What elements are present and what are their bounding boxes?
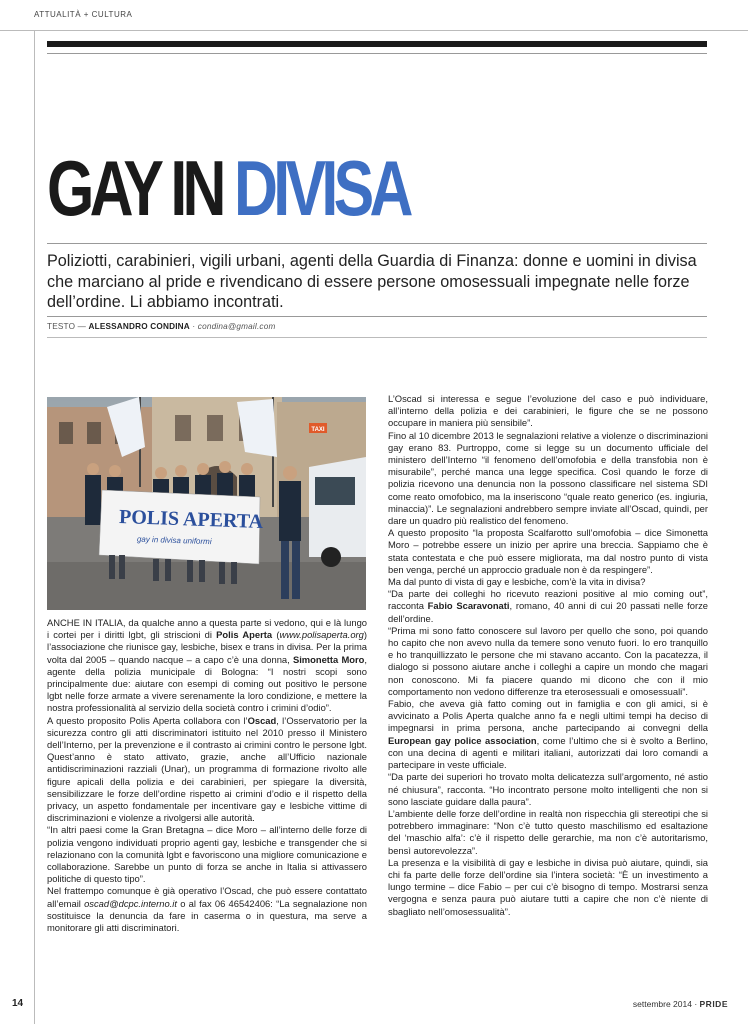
section-tag: ATTUALITÀ + CULTURA	[34, 10, 133, 19]
margin-divider	[34, 30, 35, 1024]
email-link[interactable]: oscad@dcpc.interno.it	[84, 897, 177, 909]
byline-email[interactable]: condina@gmail.com	[197, 322, 276, 331]
folio	[633, 999, 728, 1009]
org-european-gay-police: European gay police association	[388, 734, 537, 746]
title-bar	[47, 41, 707, 47]
paragraph: “In altri paesi come la Gran Bretagna – dice Moro – all’interno delle forze di polizia vengono individuati proprio agenti gay, lesbiche e transgender che si relazionano con la comunità lgbt e favoriscono una migliore comunicazione e collaborazione. Sarebbe un punto di forza se anche in Italia si attivassero politiche di questo tipo”.	[47, 824, 367, 885]
byline	[47, 322, 276, 331]
paragraph: “Prima mi sono fatto conoscere sul lavoro per quello che sono, poi quando ho capito che non avevo nulla da temere sono venuto fuori. Io ero tranquillo e ho tranquillizzato le persone che mi stavano accanto. Con la pacatezza, il dialogo si possono aiutare anche i colleghi a capire un mondo che magari non conoscono. Mi fa piacere quando mi dicono che con il mio comportamento non vedono differenze tra eterosessuali e omosessuali”.	[388, 624, 708, 697]
paragraph: La presenza e la visibilità di gay e lesbiche in divisa può aiutare, quindi, sia chi fa parte delle forze dell’ordine sia l’intera società: “È un investimento a lungo termine – dice Fabio – per cui c’è bisogno di tempo. Mostrarsi senza vergogna e senza paura può aiutare tutti a capire che non c’è niente di sbagliato nell’omosessualità”.	[388, 856, 708, 917]
magazine-name: PRIDE	[699, 999, 728, 1009]
paragraph	[47, 885, 367, 934]
text-run: (	[272, 629, 280, 641]
paragraph: L’Oscad si interessa e segue l’evoluzione del caso e può individuare, all’interno della polizia e dei carabinieri, le figure che se ne possono occupare in maniera più sensibile”.	[388, 393, 708, 429]
text-run: , agente della polizia municipale di Bologna: “I nostri scopi sono principalmente due: aiutare con esempi di coming out positivo le persone lgbt nelle forze armate a vivere serenamente la loro condizione, e mettere la nostra professionalità al servizio della società contro i crimini d’odio”.	[47, 653, 367, 714]
article-title	[47, 144, 409, 232]
paragraph	[388, 588, 708, 625]
page-number: 14	[12, 998, 24, 1009]
paragraph: “Da parte dei superiori ho trovato molta delicatezza sull’argomento, né astio né chiusura”, racconta. “Ho incontrato persone molto intelligenti che non si sono lasciate guidare dalla paura”.	[388, 771, 708, 807]
text-run: , romano, 40 anni di cui 20 passati nelle forze dell’ordine.	[388, 600, 709, 624]
subtitle-divider-bottom	[47, 316, 707, 317]
paragraph: Fino al 10 dicembre 2013 le segnalazioni relative a violenze o discriminazioni gay erano 83. Purtroppo, come si legge su un documento ufficiale del ministero dell’Interno “il fenomeno dell’omofobia e della transfobia non è misurabile”, perché manca una legge specifica. Così quando le forze di polizia ricevono una denuncia non la possono classificare nel sistema SDI come reato omofobico, ma la inseriscono “quale reato generico (es. ingiuria, minaccia)”. Le segnalazioni andrebbero sempre inviate all’Oscad, quindi, per dare un quadro più realistico del fenomeno.	[388, 429, 708, 527]
paragraph: Ma dal punto di vista di gay e lesbiche, com’è la vita in divisa?	[388, 576, 646, 588]
article-photo	[47, 397, 366, 610]
byline-label: TESTO —	[47, 322, 87, 331]
paragraph	[47, 715, 367, 825]
website-link[interactable]: www.polisaperta.org	[279, 629, 364, 641]
paragraph	[388, 698, 708, 771]
paragraph	[47, 617, 367, 715]
column-right	[388, 393, 708, 918]
text-run: ANCHE IN ITALIA, da qualche anno a questa parte si vedono, qui e là lungo i cortei per i diritti lgbt, gli striscioni di	[47, 617, 367, 641]
taxi-sign-text: TAXI	[311, 427, 325, 433]
byline-author: ALESSANDRO CONDINA	[88, 322, 190, 331]
title-dark: GAY IN	[47, 144, 222, 232]
text-run: “Da parte dei colleghi ho ricevuto reazioni positive al mio coming out”, racconta	[388, 588, 708, 612]
title-bar-thin	[47, 53, 707, 54]
article-subtitle: Poliziotti, carabinieri, vigili urbani, agenti della Guardia di Finanza: donne e uomini in divisa che marciano al pride e rivendicano di essere persone omosessuali impegnate nelle forze dell’ordine. Li abbiamo incontrati.	[47, 252, 697, 311]
text-run: , come l’ultimo che si è svolto a Berlino, con una decina di agenti e militari italiani, autorizzati dai loro comandi a partecipare in veste ufficiale.	[388, 734, 708, 771]
banner-text: POLIS APERTA	[118, 505, 264, 533]
paragraph: A questo proposito “la proposta Scalfarotto sull’omofobia – dice Simonetta Moro – potrebbe essere un inizio per aprire una breccia. Sappiamo che è stata contestata e che può essere migliorata, ma dal nostro punto di vista ben venga, perché un approccio graduale non è da respingere”.	[388, 527, 708, 575]
text-run: ) l’associazione che riunisce gay, lesbiche, bisex e trans in divisa. Per la prima volta dal 2005 – quando nacque – a capo c’è una donna,	[47, 629, 367, 665]
text-run: Fabio, che aveva già fatto coming out in famiglia e con gli amici, si è avvicinato a Polis Aperta qualche anno fa e negli ultimi tempi ha deciso di impegnarsi in prima persona, anche partecipando ai convegni della	[388, 698, 708, 734]
org-oscad: Oscad	[247, 714, 277, 726]
column-left	[47, 617, 367, 934]
text-run: A questo proposito Polis Aperta collabora con l’	[47, 714, 248, 726]
byline-separator: ·	[189, 322, 198, 331]
photo-illustration	[47, 397, 366, 610]
banner-subtext: gay in divisa uniformi	[136, 534, 212, 547]
text-run: o al fax 06 46542406: “La segnalazione non sostituisce la denuncia da fare in caserma o in questura, ma serve a monitorare gli atti discriminatori.	[47, 897, 367, 934]
paragraph: L’ambiente delle forze dell’ordine in realtà non rispecchia gli stereotipi che si potrebbero immaginare: “Non c’è tutto questo maschilismo ed esaltazione del ‘maschio alfa’: c’è il rispetto delle gerarchie, ma non c’è autoritarismo, bensì autorevolezza”.	[388, 807, 708, 856]
person-name: Simonetta Moro	[292, 653, 365, 665]
org-polis-aperta: Polis Aperta	[216, 629, 273, 641]
person-name: Fabio Scaravonati	[427, 600, 510, 612]
text-run: , l’Osservatorio per la sicurezza contro gli atti discriminatori istituito nel 2010 presso il Ministero dell’Interno, per la prevenzione e il contrasto ai crimini contro le persone lgbt. Quest’anno è stato attivato, grazie, anche all’Ufficio nazionale antidiscriminazioni razziali (Unar), un programma di formazione rivolto alle figure apicali della polizia e dei carabinieri, per spiegare la diversità, sensibilizzare le forze dell’ordine rispetto ai crimini d’odio e il rispetto della privacy, un aspetto fondamentale per incentivare gay e lesbiche vittime di discriminazioni e violenze a rivolgersi alle autorità.	[47, 714, 368, 824]
issue-date: settembre 2014 ·	[632, 999, 700, 1009]
title-blue: DIVISA	[234, 144, 409, 232]
text-run: Nel frattempo comunque è già operativo l’Oscad, che può essere contattato all’email	[47, 885, 367, 909]
header-divider	[0, 30, 748, 31]
subtitle-divider-top	[47, 243, 707, 244]
byline-divider	[47, 337, 707, 338]
